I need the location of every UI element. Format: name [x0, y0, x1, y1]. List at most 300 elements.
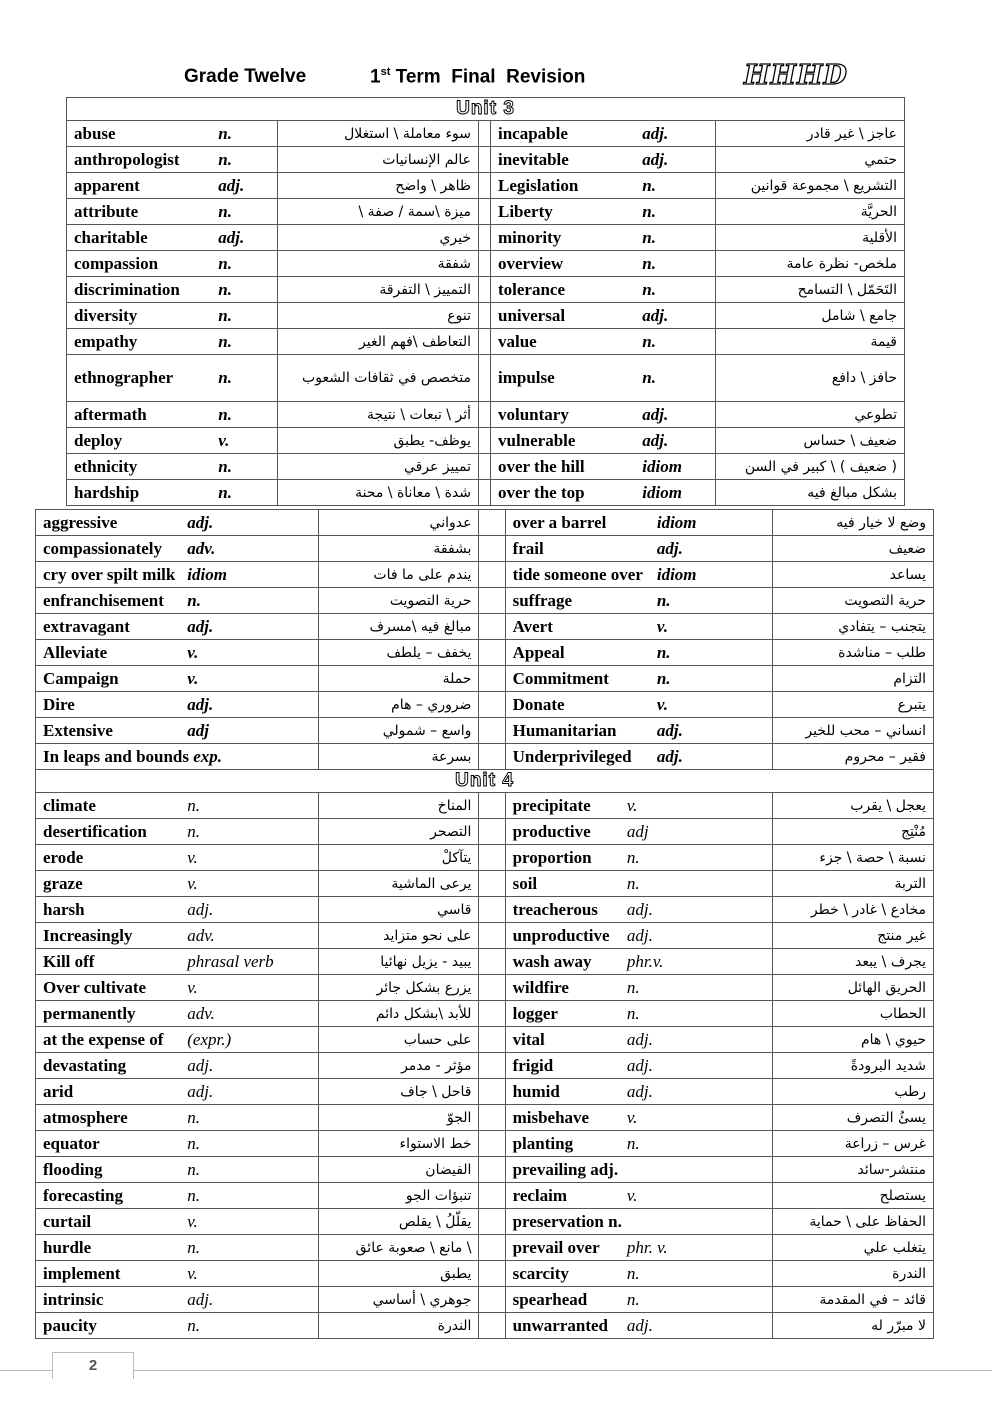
term-word: Over cultivate	[43, 977, 147, 997]
column-gap	[479, 845, 505, 871]
right-arabic-meaning: حرية التصويت	[773, 588, 934, 614]
right-arabic-meaning: ( ضعيف ) \ كبير في السن	[716, 454, 905, 480]
right-arabic-meaning: الحفاظ على \ حماية	[773, 1209, 934, 1235]
vocab-row	[36, 871, 934, 897]
term-word: tolerance	[498, 279, 566, 299]
term-word: Dire	[43, 694, 75, 714]
left-english-term	[67, 329, 278, 355]
right-arabic-meaning: انساني – محب للخير	[773, 718, 934, 744]
grade-label: Grade Twelve	[184, 66, 307, 87]
left-arabic-meaning: \ مانع \ صعوبة عائق	[318, 1235, 479, 1261]
left-english-term	[67, 225, 278, 251]
part-of-speech: v.	[187, 642, 199, 662]
part-of-speech: n.	[626, 1263, 640, 1283]
right-arabic-meaning: غرس – زراعة	[773, 1131, 934, 1157]
column-gap	[479, 666, 505, 692]
part-of-speech: v.	[626, 1107, 638, 1127]
column-gap	[479, 121, 491, 147]
right-arabic-meaning: التربة	[773, 871, 934, 897]
column-gap	[479, 793, 505, 819]
left-english-term	[67, 480, 278, 506]
column-gap	[479, 1235, 505, 1261]
left-arabic-meaning: حرية التصويت	[318, 588, 479, 614]
term-word: climate	[43, 795, 96, 815]
left-arabic-meaning: عدواني	[318, 510, 479, 536]
vocab-row	[67, 355, 905, 402]
right-arabic-meaning: يسئُ التصرف	[773, 1105, 934, 1131]
part-of-speech: v.	[187, 1263, 198, 1283]
part-of-speech: n.	[187, 1315, 200, 1335]
term-word: frail	[512, 538, 544, 558]
part-of-speech: phr. v.	[626, 1237, 668, 1257]
part-of-speech: adj.	[626, 925, 653, 945]
left-english-term	[36, 1105, 319, 1131]
term-word: Legislation	[498, 175, 579, 195]
part-of-speech: v.	[626, 795, 638, 815]
term-label: 1st Term Final Revision	[370, 66, 586, 88]
left-english-term	[67, 147, 278, 173]
left-english-term	[36, 588, 319, 614]
left-arabic-meaning: يندم على ما فات	[318, 562, 479, 588]
part-of-speech: adj.	[642, 404, 669, 424]
term-word: harsh	[43, 899, 85, 919]
left-english-term	[67, 303, 278, 329]
left-english-term	[36, 510, 319, 536]
part-of-speech: adj.	[626, 899, 653, 919]
left-arabic-meaning: واسع – شمولي	[318, 718, 479, 744]
right-arabic-meaning: فقير – محروم	[773, 744, 934, 770]
part-of-speech: adj.	[187, 694, 214, 714]
term-word: permanently	[43, 1003, 136, 1023]
left-arabic-meaning: بسرعة	[318, 744, 479, 770]
column-gap	[479, 897, 505, 923]
left-arabic-meaning: المناخ	[318, 793, 479, 819]
vocab-row	[36, 692, 934, 718]
part-of-speech: n.	[656, 590, 671, 610]
term-word: frigid	[512, 1055, 554, 1075]
term-word: planting	[512, 1133, 574, 1153]
left-arabic-meaning: التمييز \ التفرقة	[278, 277, 479, 303]
part-of-speech: adj	[626, 821, 649, 841]
left-arabic-meaning: أثر \ تبعات \ نتيجة	[278, 402, 479, 428]
right-english-term	[505, 562, 772, 588]
part-of-speech: n.	[218, 305, 232, 325]
right-english-term	[505, 1105, 772, 1131]
vocab-row	[36, 588, 934, 614]
hhhd-logo: HHHD	[744, 60, 848, 91]
column-gap	[479, 614, 505, 640]
left-english-term	[36, 1053, 319, 1079]
term-word: cry over spilt milk	[43, 564, 176, 584]
term-word: In leaps and bounds	[43, 746, 190, 766]
vocab-row	[67, 121, 905, 147]
right-arabic-meaning: لا مبرّر له	[773, 1313, 934, 1339]
left-arabic-meaning: الجوّ	[318, 1105, 479, 1131]
part-of-speech: n.	[187, 1133, 200, 1153]
term-word: devastating	[43, 1055, 127, 1075]
term-word: incapable	[498, 123, 568, 143]
part-of-speech: v.	[218, 430, 230, 450]
right-english-term	[505, 640, 772, 666]
right-english-term	[491, 480, 716, 506]
left-english-term	[36, 1079, 319, 1105]
right-arabic-meaning: ضعيف \ حساس	[716, 428, 905, 454]
right-english-term	[505, 588, 772, 614]
left-english-term	[67, 428, 278, 454]
part-of-speech: adv.	[187, 538, 216, 558]
term-word: vulnerable	[498, 430, 576, 450]
right-english-term	[491, 303, 716, 329]
part-of-speech: exp.	[193, 746, 223, 766]
right-arabic-meaning: حيوي \ هام	[773, 1027, 934, 1053]
part-of-speech: adj.	[218, 175, 245, 195]
left-arabic-meaning: خيري	[278, 225, 479, 251]
term-word: equator	[43, 1133, 100, 1153]
left-arabic-meaning: شفقة	[278, 251, 479, 277]
right-arabic-meaning: مُنْتِج	[773, 819, 934, 845]
term-word: vital	[512, 1029, 545, 1049]
right-arabic-meaning: يعجل \ يقرب	[773, 793, 934, 819]
vocab-row	[36, 1027, 934, 1053]
term-word: wildfire	[512, 977, 569, 997]
left-english-term	[36, 1287, 319, 1313]
left-english-term	[36, 1261, 319, 1287]
part-of-speech: n.	[218, 149, 232, 169]
part-of-speech: n.	[187, 1159, 200, 1179]
term-word: hurdle	[43, 1237, 92, 1257]
vocab-row	[36, 923, 934, 949]
left-arabic-meaning: يرعى الماشية	[318, 871, 479, 897]
vocab-row	[36, 510, 934, 536]
right-english-term	[505, 1183, 772, 1209]
column-gap	[479, 454, 491, 480]
left-english-term	[36, 744, 319, 770]
term-word: prevail over	[512, 1237, 600, 1257]
part-of-speech: n.	[642, 368, 656, 387]
part-of-speech: phrasal verb	[187, 951, 274, 971]
right-english-term	[505, 949, 772, 975]
column-gap	[479, 329, 491, 355]
part-of-speech: n.	[218, 201, 232, 221]
part-of-speech: idiom	[656, 564, 697, 584]
part-of-speech: n.	[642, 227, 656, 247]
right-arabic-meaning: يتجنب – يتفادي	[773, 614, 934, 640]
unit3-vocab-table	[66, 97, 905, 506]
vocab-row	[67, 454, 905, 480]
left-arabic-meaning: على نحو متزايد	[318, 923, 479, 949]
part-of-speech: (expr.)	[187, 1029, 232, 1049]
part-of-speech: adj.	[218, 227, 245, 247]
left-english-term	[36, 640, 319, 666]
term-word: forecasting	[43, 1185, 123, 1205]
page-number: 2	[52, 1352, 134, 1379]
term-word: charitable	[74, 227, 148, 247]
column-gap	[479, 1183, 505, 1209]
term-word: anthropologist	[74, 149, 180, 169]
left-arabic-meaning: بشفقة	[318, 536, 479, 562]
vocab-row	[67, 277, 905, 303]
vocab-row	[36, 744, 934, 770]
part-of-speech: n.	[642, 175, 656, 195]
vocab-row	[36, 718, 934, 744]
vocab-row	[36, 949, 934, 975]
right-arabic-meaning: الأقلية	[716, 225, 905, 251]
right-arabic-meaning: منتشر-سائد	[773, 1157, 934, 1183]
left-arabic-meaning: مؤثر - مدمر	[318, 1053, 479, 1079]
term-word: flooding	[43, 1159, 103, 1179]
part-of-speech: n.	[187, 1237, 200, 1257]
part-of-speech: n.	[218, 331, 232, 351]
part-of-speech: idiom	[642, 456, 682, 476]
term-word: compassionately	[43, 538, 162, 558]
left-arabic-meaning: تمييز عرقي	[278, 454, 479, 480]
term-word: productive	[512, 821, 591, 841]
term-word: Increasingly	[43, 925, 133, 945]
column-gap	[479, 692, 505, 718]
term-word: suffrage	[512, 590, 573, 610]
term-word: prevailing adj.	[512, 1159, 619, 1179]
left-english-term	[67, 454, 278, 480]
term-word: soil	[512, 873, 538, 893]
part-of-speech: n.	[626, 873, 640, 893]
term-word: apparent	[74, 175, 140, 195]
unit3-extra-vocab-table	[35, 509, 934, 1339]
part-of-speech: v.	[656, 694, 669, 714]
left-arabic-meaning: سوء معاملة \ استغلال	[278, 121, 479, 147]
left-english-term	[36, 1209, 319, 1235]
left-english-term	[36, 845, 319, 871]
part-of-speech: n.	[642, 331, 656, 351]
left-english-term	[36, 1235, 319, 1261]
term-word: treacherous	[512, 899, 598, 919]
left-arabic-meaning: ضروري – هام	[318, 692, 479, 718]
right-arabic-meaning: قائد – في المقدمة	[773, 1287, 934, 1313]
part-of-speech: idiom	[656, 512, 697, 532]
part-of-speech: n.	[187, 1107, 200, 1127]
term-word: impulse	[498, 368, 555, 387]
right-english-term	[505, 923, 772, 949]
right-english-term	[505, 871, 772, 897]
term-word: over the hill	[498, 456, 585, 476]
left-english-term	[67, 251, 278, 277]
left-arabic-meaning: جوهري \ أساسي	[318, 1287, 479, 1313]
right-english-term	[491, 173, 716, 199]
column-gap	[479, 975, 505, 1001]
vocab-row	[36, 640, 934, 666]
right-arabic-meaning: قيمة	[716, 329, 905, 355]
column-gap	[479, 225, 491, 251]
right-english-term	[505, 718, 772, 744]
part-of-speech: adv.	[187, 925, 215, 945]
part-of-speech: n.	[656, 642, 671, 662]
vocab-row	[36, 1157, 934, 1183]
right-english-term	[491, 225, 716, 251]
vocab-row	[67, 329, 905, 355]
part-of-speech: n.	[626, 847, 640, 867]
term-word: precipitate	[512, 795, 591, 815]
page-header	[0, 60, 992, 94]
left-arabic-meaning: مبالغ فيه \مسرف	[318, 614, 479, 640]
right-arabic-meaning: وضع لا خيار فيه	[773, 510, 934, 536]
term-word: Extensive	[43, 720, 113, 740]
vocab-row	[36, 793, 934, 819]
column-gap	[479, 819, 505, 845]
vocab-row	[36, 1105, 934, 1131]
left-english-term	[36, 1313, 319, 1339]
left-english-term	[36, 614, 319, 640]
right-english-term	[491, 251, 716, 277]
term-word: arid	[43, 1081, 74, 1101]
left-arabic-meaning: تنبؤات الجو	[318, 1183, 479, 1209]
column-gap	[479, 562, 505, 588]
part-of-speech: n.	[187, 1185, 200, 1205]
column-gap	[479, 173, 491, 199]
vocab-row	[36, 1235, 934, 1261]
term-word: over the top	[498, 482, 585, 502]
term-word: unproductive	[512, 925, 610, 945]
term-word: paucity	[43, 1315, 97, 1335]
column-gap	[479, 428, 491, 454]
right-english-term	[505, 666, 772, 692]
right-arabic-meaning: حافز \ دافع	[716, 355, 905, 402]
right-english-term	[491, 355, 716, 402]
right-arabic-meaning: التزام	[773, 666, 934, 692]
right-english-term	[505, 744, 772, 770]
vocab-row	[36, 614, 934, 640]
right-arabic-meaning: حتمي	[716, 147, 905, 173]
left-arabic-meaning: الندرة	[318, 1313, 479, 1339]
part-of-speech: adj.	[187, 899, 214, 919]
term-word: minority	[498, 227, 562, 247]
term-word: ethnicity	[74, 456, 138, 476]
part-of-speech: v.	[187, 873, 198, 893]
right-arabic-meaning: بشكل مبالغ فيه	[716, 480, 905, 506]
part-of-speech: n.	[218, 482, 232, 502]
term-word: Commitment	[512, 668, 609, 688]
right-arabic-meaning: ملخص- نظرة عامة	[716, 251, 905, 277]
term-word: abuse	[74, 123, 116, 143]
right-arabic-meaning: جامع \ شامل	[716, 303, 905, 329]
left-english-term	[36, 562, 319, 588]
part-of-speech: adj.	[187, 1055, 214, 1075]
left-arabic-meaning: يطبق	[318, 1261, 479, 1287]
column-gap	[479, 640, 505, 666]
term-word: deploy	[74, 430, 123, 450]
vocab-row	[36, 897, 934, 923]
term-word: universal	[498, 305, 566, 325]
right-english-term	[505, 1131, 772, 1157]
part-of-speech: adj.	[187, 616, 214, 636]
part-of-speech: v.	[187, 1211, 198, 1231]
vocab-row	[36, 1261, 934, 1287]
part-of-speech: adj.	[187, 1081, 214, 1101]
vocab-row	[36, 1079, 934, 1105]
right-english-term	[505, 1079, 772, 1105]
term-word: Campaign	[43, 668, 119, 688]
right-arabic-meaning: الحريَّة	[716, 199, 905, 225]
left-english-term	[67, 277, 278, 303]
right-english-term	[505, 897, 772, 923]
left-english-term	[67, 199, 278, 225]
column-gap	[479, 1079, 505, 1105]
right-arabic-meaning: عاجز \ غير قادر	[716, 121, 905, 147]
left-english-term	[36, 923, 319, 949]
left-arabic-meaning: الفيضان	[318, 1157, 479, 1183]
left-english-term	[36, 819, 319, 845]
column-gap	[479, 1053, 505, 1079]
term-word: voluntary	[498, 404, 569, 424]
left-english-term	[36, 871, 319, 897]
part-of-speech: v.	[187, 847, 198, 867]
left-arabic-meaning: متخصص في ثقافات الشعوب	[278, 355, 479, 402]
term-word: inevitable	[498, 149, 569, 169]
right-english-term	[491, 329, 716, 355]
right-english-term	[505, 793, 772, 819]
column-gap	[479, 923, 505, 949]
part-of-speech: n.	[626, 1133, 640, 1153]
vocab-row	[36, 536, 934, 562]
term-word: graze	[43, 873, 83, 893]
column-gap	[479, 147, 491, 173]
part-of-speech: adj.	[626, 1029, 653, 1049]
part-of-speech: n.	[187, 821, 200, 841]
part-of-speech: n.	[218, 253, 232, 273]
right-english-term	[505, 1157, 772, 1183]
right-arabic-meaning: يتغلب علي	[773, 1235, 934, 1261]
right-arabic-meaning: التَحَمّل \ التسامح	[716, 277, 905, 303]
vocab-row	[36, 1131, 934, 1157]
right-english-term	[505, 1027, 772, 1053]
term-word: diversity	[74, 305, 138, 325]
right-english-term	[505, 692, 772, 718]
term-word: Underprivileged	[512, 746, 632, 766]
column-gap	[479, 588, 505, 614]
term-word: scarcity	[512, 1263, 569, 1283]
part-of-speech: adj.	[656, 746, 683, 766]
part-of-speech: adj.	[626, 1055, 653, 1075]
column-gap	[479, 303, 491, 329]
column-gap	[479, 1261, 505, 1287]
right-arabic-meaning: يساعد	[773, 562, 934, 588]
vocab-row	[36, 845, 934, 871]
part-of-speech: adj.	[642, 149, 669, 169]
left-arabic-meaning: للأبد \بشكل دائم	[318, 1001, 479, 1027]
unit3-title: Unit 3	[67, 98, 905, 121]
term-word: reclaim	[512, 1185, 568, 1205]
term-word: preservation n.	[512, 1211, 622, 1231]
left-arabic-meaning: يتآكلْ	[318, 845, 479, 871]
right-arabic-meaning: يستصلح	[773, 1183, 934, 1209]
column-gap	[479, 718, 505, 744]
right-arabic-meaning: غير منتج	[773, 923, 934, 949]
left-english-term	[67, 121, 278, 147]
term-word: Avert	[512, 616, 553, 636]
part-of-speech: n.	[642, 253, 656, 273]
column-gap	[479, 871, 505, 897]
vocab-row	[36, 975, 934, 1001]
part-of-speech: v.	[187, 668, 199, 688]
left-english-term	[36, 1157, 319, 1183]
left-english-term	[67, 355, 278, 402]
right-english-term	[505, 975, 772, 1001]
left-arabic-meaning: حملة	[318, 666, 479, 692]
term-word: overview	[498, 253, 564, 273]
part-of-speech: adj.	[642, 123, 669, 143]
left-arabic-meaning: خط الاستواء	[318, 1131, 479, 1157]
term-word: enfranchisement	[43, 590, 164, 610]
right-english-term	[491, 199, 716, 225]
vocab-row	[36, 1053, 934, 1079]
